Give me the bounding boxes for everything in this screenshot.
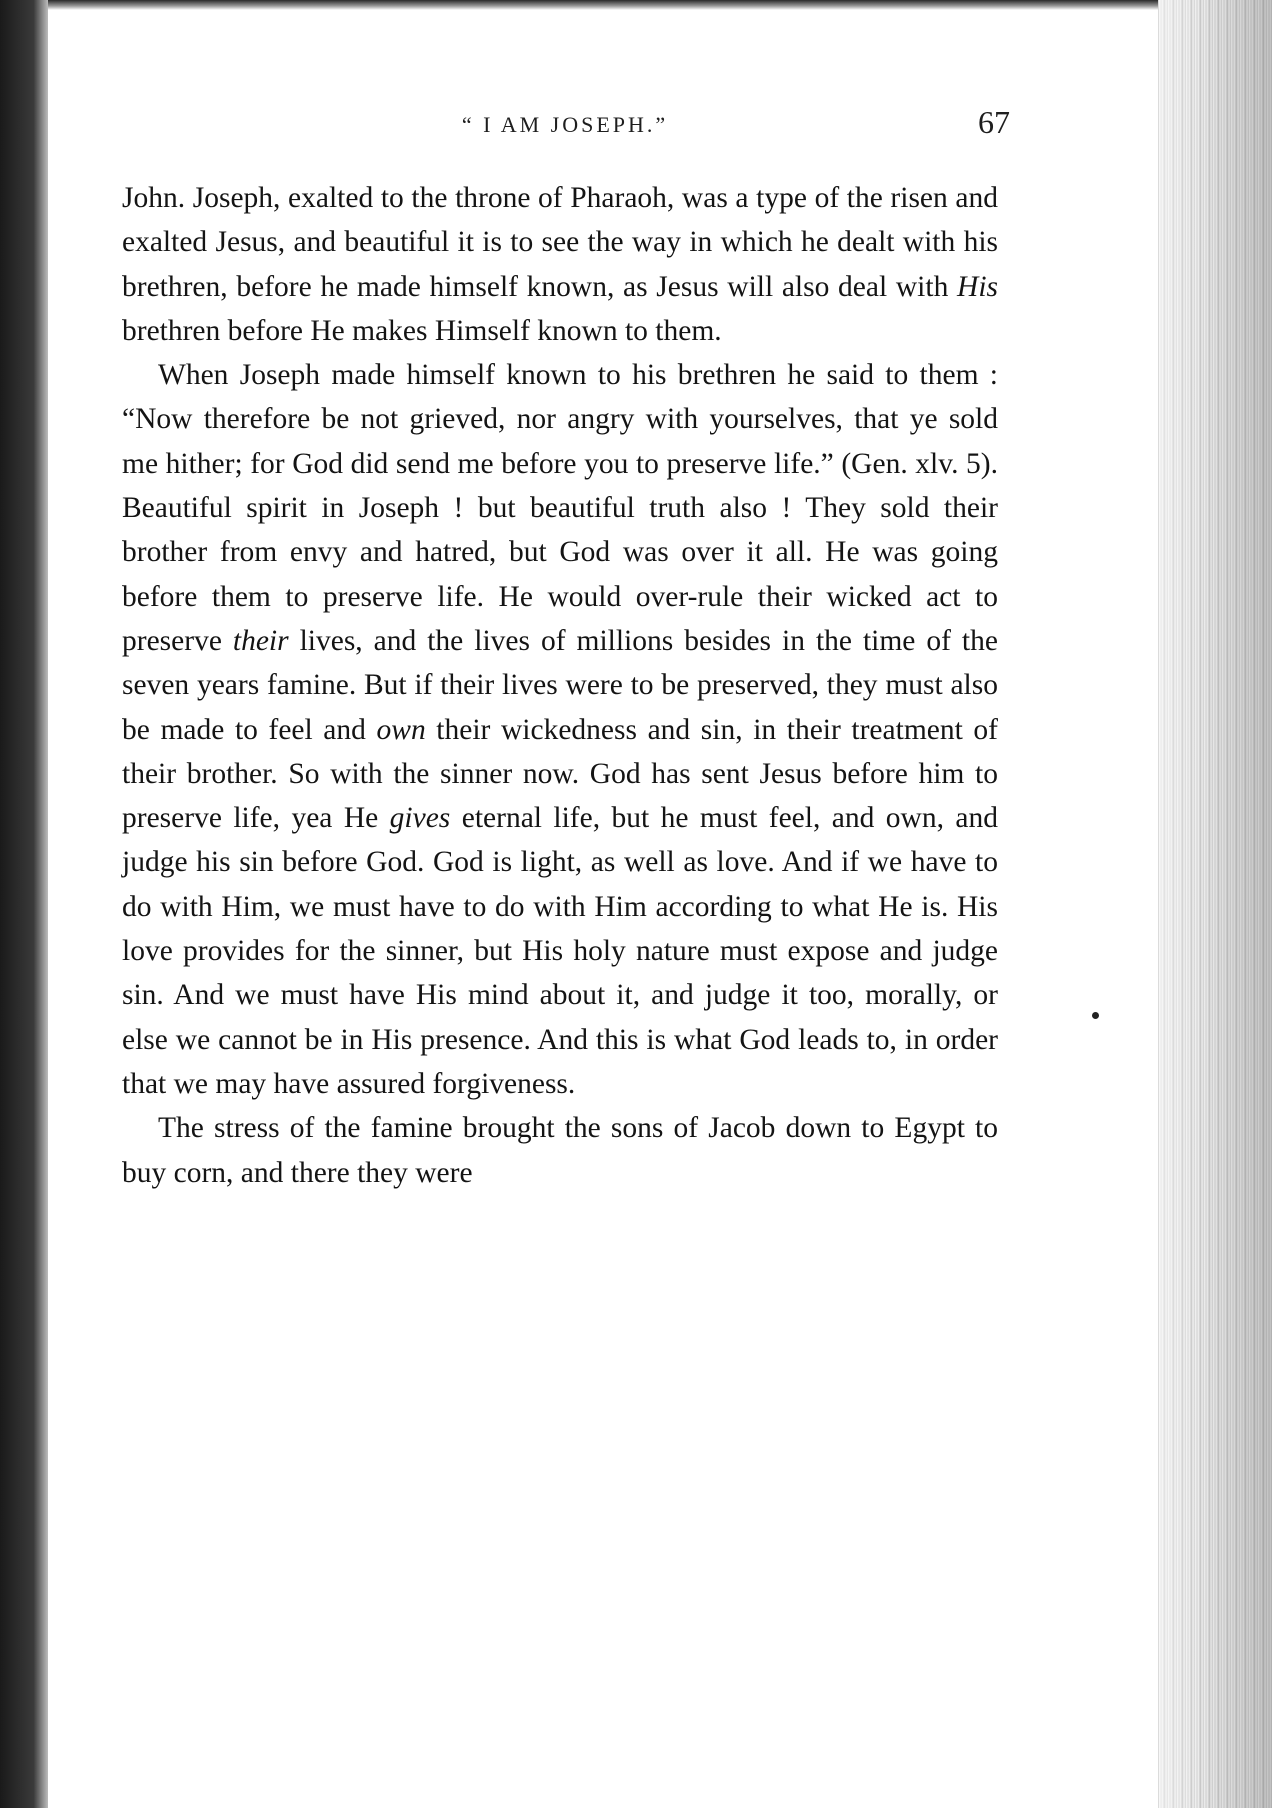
paragraph-2 [122,353,998,1106]
italic-text: own [376,713,426,746]
italic-text: gives [389,802,451,835]
text-run: their wickedness and sin, in their treatment of their brother. So with the sinner now. God has sent Jesus before him to preserve life, yea He [122,713,998,835]
page-fore-edge-shade [1158,0,1272,1808]
italic-text: His [957,270,998,303]
top-edge-shadow [48,0,1162,10]
text-run: brethren before He makes Himself known to them. [122,314,722,347]
text-run: The stress of the famine brought the sons of Jacob down to Egypt to buy corn, and there they were [122,1112,998,1189]
page-number: 67 [978,104,1010,140]
page-gutter-shadow [0,0,48,1808]
running-title: “ I AM JOSEPH.” [461,112,669,137]
paragraph-3 [122,1106,998,1195]
italic-text: their [232,624,289,657]
paragraph-1 [122,176,998,353]
running-head [120,104,1010,144]
text-run: eternal life, but he must feel, and own, and judge his sin before God. God is light, as well as love. And if we have to do with Him, we must have to do with Him according to what He is. His love provides for the sinner, but His holy nature must expose and judge sin. And we must have His mind about it, and judge it too, morally, or else we cannot be in His presence. And this is what God leads to, in order that we may have assured forgiveness. [122,802,998,1100]
margin-ink-dot [1092,1012,1099,1019]
text-run: lives, and the lives of millions besides in the time of the seven years famine. But if their lives were to be preserved, they must also be made to feel and [122,624,998,746]
text-run: When Joseph made himself known to his brethren he said to them : “Now therefore be not grieved, nor angry with yourselves, that ye sold me hither; for God did send me before you to preserve life.” (Gen. xlv. 5). Beautiful spirit in Joseph ! but beautiful truth also ! They sold their brother from envy and hatred, but God was over it all. He was going before them to preserve life. He would over-rule their wicked act to preserve [122,359,998,657]
body-text [122,176,998,1195]
text-run: John. Joseph, exalted to the throne of Pharaoh, was a type of the risen and exalted Jesus, and beautiful it is to see the way in which he dealt with his brethren, before he made himself known, as Jesus will also deal with [122,182,998,303]
